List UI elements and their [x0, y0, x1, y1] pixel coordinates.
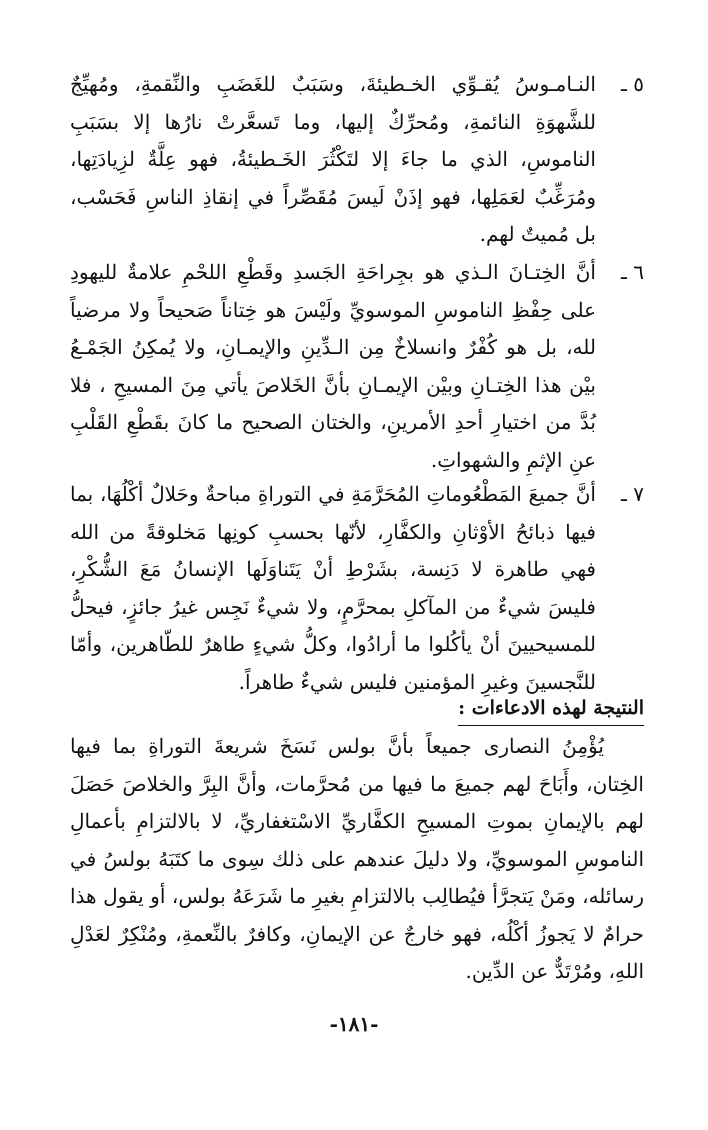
item-number: ٦ ـ: [621, 260, 644, 284]
section-heading: النتيجة لهذه الادعاءات :: [458, 693, 644, 726]
item-text: أنَّ الخِتـانَ الـذي هو بجِراحَةِ الجَسدِ وقَطْعِ اللحْمِ علامةٌ لليهودِ على حِفْظِ الناموسِ الموسويِّ ولَيْسَ هو خِتاناً صَحيحاً ولا مرضياً لله، بل هو كُفْرٌ وانسلاخٌ مِن الـدِّينِ والإيمـانِ، ولا يُمكِنُ الجَمْـعُ بيْن هذا الخِتـانِ وبيْن الإيمـانِ بأنَّ الخَلاصَ يأتي مِنَ المسيحِ ، فلا بُدَّ من اختيارِ أحدِ الأمرينِ، والختان الصحيح ما كانَ بقَطْعِ القَلْبِ عنِ الإثمِ والشهواتِ.: [70, 260, 596, 472]
item-body: [70, 254, 596, 479]
item-body: [70, 476, 596, 701]
section-paragraph: يُؤْمِنُ النصارى جميعاً بأنَّ بولس نَسَخَ شريعةَ التوراةِ بما فيها الخِتان، وأَبَاحَ لهم جميعَ ما فيها من مُحرَّمات، وأنَّ البِرَّ والخلاصَ حَصَلَ لهم بالإيمانِ بموتِ المسيحِ الكفَّاريِّ الاسْتغفاريِّ، لا بالالتزامِ بأعمالِ الناموسِ الموسويِّ، ولا دليلَ عندهم على ذلك سِوى ما كتَبَهُ بولسُ في رسائله، ومَنْ يَتجرَّأ فيُطالِب بالالتزامِ بغيرِ ما شَرَعَهُ بولس، أو يقول هذا حرامٌ لا يَجوزُ أكْلُه، فهو خارجٌ عن الإيمانِ، وكافرٌ بالنِّعمةِ، ومُنْكِرٌ لعَدْلِ اللهِ، ومُرْتَدٌّ عن الدِّين.: [70, 734, 644, 983]
item-text: أنَّ جميعَ المَطْعُوماتِ المُحَرَّمَةِ في التوراةِ مباحةٌ وحَلالٌ أكْلُهَا، بما فيها ذبائحُ الأوْثانِ والكفَّارِ، لأنّها بحسبِ كونِها مَخلوقةً من الله فهي طاهرة لا دَنِسة، بشَرْطِ أنْ يَتَناوَلَها الإنسانُ مَعَ الشُّكْرِ، فليسَ شيءٌ من المآكلِ بمحرَّمٍ، ولا شيءٌ نَجِس غيرُ جائزٍ، فيحلُّ للمسيحيينَ أنْ يأكُلوا ما أرادُوا، وكلُّ شيءٍ طاهرٌ للطّاهرين، وأمّا للنَّجسينَ وغيرِ المؤمنين فليس شيءٌ طاهراً.: [70, 482, 596, 694]
list-item-7: [70, 476, 644, 701]
list-item-6: [70, 254, 644, 479]
item-text: النـامـوسُ يُقـوِّي الخـطيئةَ، وسَبَبٌ للغَضَبِ والنِّقمةِ، ومُهيِّجٌ للشَّهوَةِ النائمةِ، ومُحرِّكٌ إليها، وما تَسعَّرتْ نارُها إلا بسَبَبِ الناموسِ، الذي ما جاءَ إلا لتَكْثُرَ الخَـطيئةُ، فهو عِلَّةٌ لزِيادَتِها، ومُرَغِّبٌ لعَمَلِها، فهو إذَنْ لَيسَ مُقَصِّراً في إنقاذِ الناسِ فَحَسْب، بل مُميتٌ لهم.: [70, 72, 596, 246]
list-item-5: [70, 66, 644, 254]
item-number: ٧ ـ: [621, 482, 644, 506]
page-number: -١٨١-: [329, 1012, 379, 1036]
item-number: ٥ ـ: [621, 72, 644, 96]
item-body: [70, 66, 596, 254]
section-body: [70, 728, 644, 991]
